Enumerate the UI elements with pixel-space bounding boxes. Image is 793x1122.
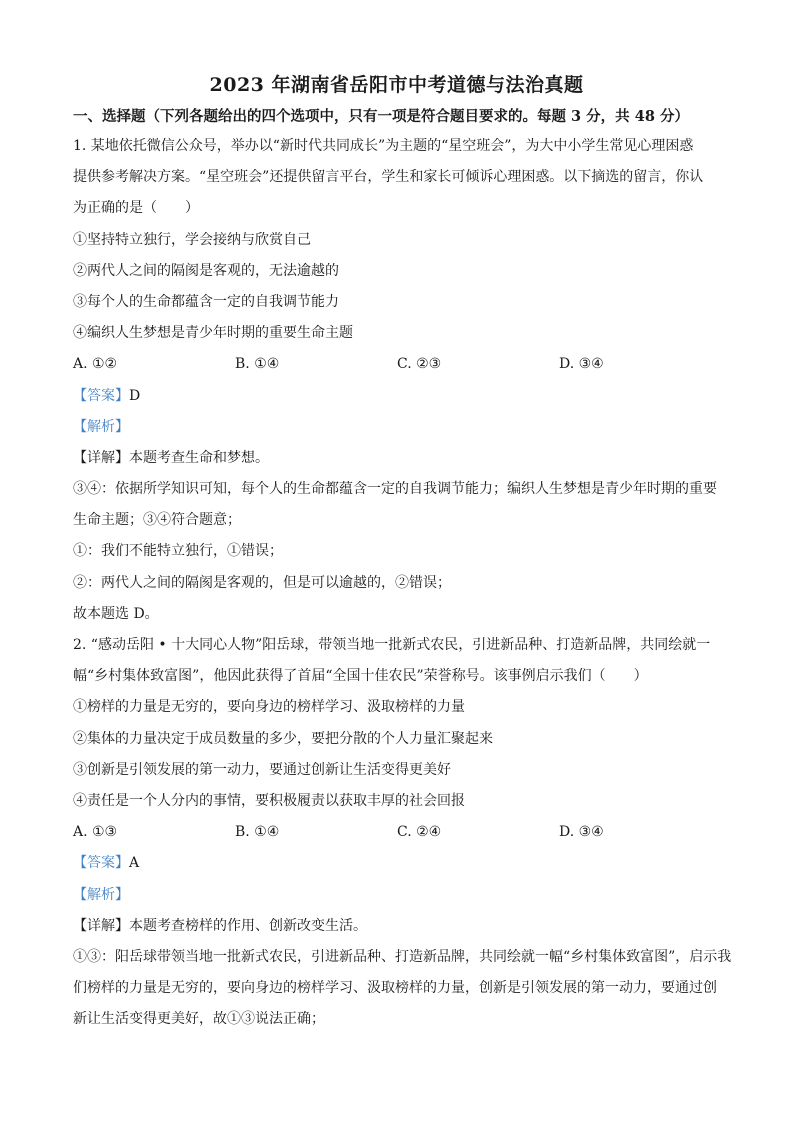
detail-line: 【详解】本题考查生命和梦想。 bbox=[73, 449, 269, 466]
statement: ③每个人的生命都蕴含一定的自我调节能力 bbox=[73, 293, 339, 310]
statement: ①榜样的力量是无穷的，要向身边的榜样学习、汲取榜样的力量 bbox=[73, 699, 465, 716]
options-row bbox=[73, 349, 723, 380]
answer-tag: 【答案】 bbox=[73, 387, 129, 404]
question-stem-line: 为正确的是（ ） bbox=[73, 200, 199, 217]
question-stem-line: 2. “感动岳阳 • 十大同心人物”阳岳球，带领当地一批新式农民，引进新品种、打造新品牌，共同绘就一 bbox=[73, 637, 711, 653]
question-stem-line: 提供参考解决方案。“星空班会”还提供留言平台，学生和家长可倾诉心理困惑。以下摘选的留言，你认 bbox=[73, 169, 704, 186]
options-row bbox=[73, 817, 723, 848]
option-c: C. ②④ bbox=[397, 824, 442, 841]
question-stem-line: 幅“乡村集体致富图”，他因此获得了首届“全国十佳农民”荣誉称号。该事例启示我们（ ） bbox=[73, 668, 648, 685]
document-body bbox=[73, 131, 732, 1035]
analysis-line bbox=[73, 880, 723, 911]
option-b: B. ①④ bbox=[235, 356, 280, 373]
section-heading: 一、选择题（下列各题给出的四个选项中，只有一项是符合题目要求的。每题 3 分，共 48 分） bbox=[73, 108, 689, 125]
statement: ①坚持特立独行，学会接纳与欣赏自己 bbox=[73, 231, 311, 248]
statement: ②两代人之间的隔阂是客观的，无法逾越的 bbox=[73, 262, 339, 279]
option-a: A. ①② bbox=[73, 356, 118, 373]
page-title: 2023 年湖南省岳阳市中考道德与法治真题 bbox=[209, 74, 584, 96]
answer-value: A bbox=[129, 855, 140, 872]
statement: ③创新是引领发展的第一动力，要通过创新让生活变得更美好 bbox=[73, 761, 451, 778]
detail-line: 们榜样的力量是无穷的，要向身边的榜样学习、汲取榜样的力量，创新是引领发展的第一动力，要通过创 bbox=[73, 980, 717, 997]
statement: ④编织人生梦想是青少年时期的重要生命主题 bbox=[73, 325, 353, 342]
answer-line bbox=[73, 848, 723, 879]
detail-line: 【详解】本题考查榜样的作用、创新改变生活。 bbox=[73, 917, 367, 934]
analysis-tag: 【解析】 bbox=[73, 418, 129, 435]
question-stem-line: 1. 某地依托微信公众号，举办以“新时代共同成长”为主题的“星空班会”，为大中小学生常见心理困惑 bbox=[73, 138, 694, 154]
detail-line: ②：两代人之间的隔阂是客观的，但是可以逾越的，②错误； bbox=[73, 574, 451, 591]
statement: ④责任是一个人分内的事情，要积极履责以获取丰厚的社会回报 bbox=[73, 792, 465, 809]
detail-line: ③④：依据所学知识可知，每个人的生命都蕴含一定的自我调节能力；编织人生梦想是青少年时期的重要 bbox=[73, 481, 717, 498]
answer-tag: 【答案】 bbox=[73, 855, 129, 872]
detail-line: 新让生活变得更美好，故①③说法正确； bbox=[73, 1011, 325, 1028]
detail-line: 故本题选 D。 bbox=[73, 605, 159, 622]
option-c: C. ②③ bbox=[397, 356, 442, 373]
option-d: D. ③④ bbox=[559, 356, 604, 373]
detail-line: ①：我们不能特立独行，①错误； bbox=[73, 543, 283, 560]
answer-line bbox=[73, 381, 723, 412]
option-d: D. ③④ bbox=[559, 824, 604, 841]
question-2 bbox=[73, 630, 732, 1035]
option-a: A. ①③ bbox=[73, 824, 118, 841]
answer-value: D bbox=[129, 387, 141, 404]
analysis-tag: 【解析】 bbox=[73, 886, 129, 903]
detail-line: 生命主题；③④符合题意； bbox=[73, 512, 241, 529]
analysis-line bbox=[73, 412, 723, 443]
question-1 bbox=[73, 131, 723, 630]
detail-line: ①③：阳岳球带领当地一批新式农民，引进新品种、打造新品牌，共同绘就一幅“乡村集体致富图”，启示我 bbox=[73, 948, 732, 965]
statement: ②集体的力量决定于成员数量的多少，要把分散的个人力量汇聚起来 bbox=[73, 730, 493, 747]
option-b: B. ①④ bbox=[235, 824, 280, 841]
